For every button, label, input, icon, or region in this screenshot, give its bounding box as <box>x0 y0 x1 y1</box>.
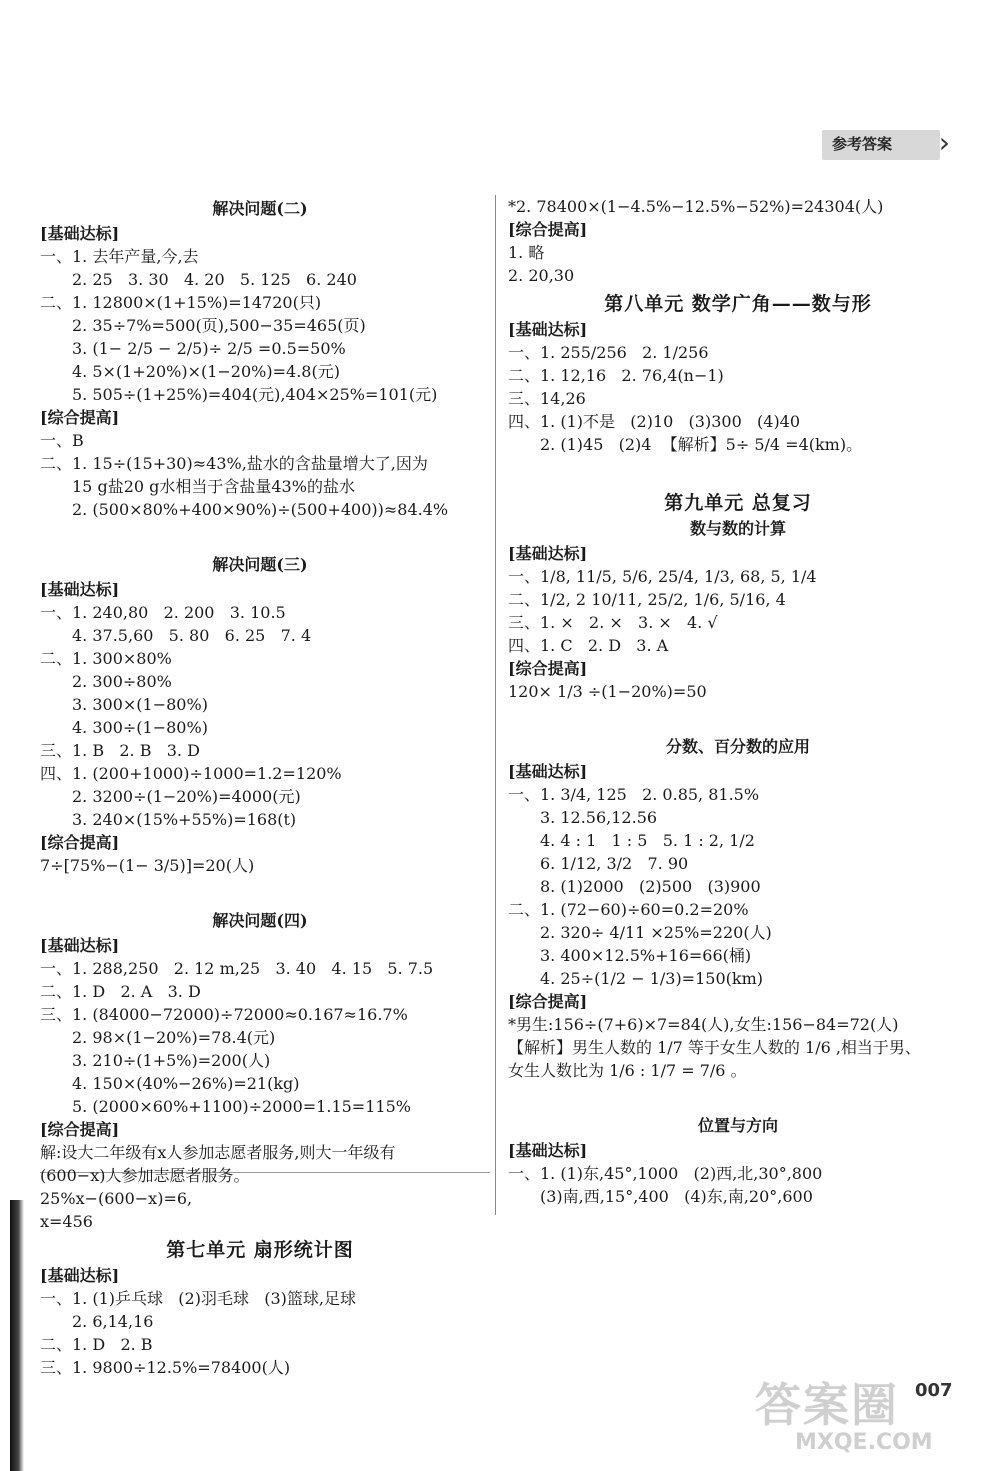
answer-line: 一、1. (1)乒乓球 (2)羽毛球 (3)篮球,足球 <box>40 1289 356 1308</box>
spacer <box>508 456 968 486</box>
answer-line: 4. 300÷(1−80%) <box>72 718 208 737</box>
answer-line: 3. 12.56,12.56 <box>540 808 658 827</box>
answer-line: 一、1. 240,80 2. 200 3. 10.5 <box>40 603 286 622</box>
answer-line: 8. (1)2000 (2)500 (3)900 <box>540 877 761 896</box>
answer-line: 3. 240×(15%+55%)=168(t) <box>72 810 297 829</box>
answer-line: *2. 78400×(1−4.5%−12.5%−52%)=24304(人) <box>508 197 884 216</box>
subsection-label: [综合提高] <box>40 1120 120 1139</box>
answer-line: 7÷[75%−(1− 3/5)]=20(人) <box>40 856 255 875</box>
subsection-label: [综合提高] <box>508 220 588 239</box>
unit-title: 第七单元 扇形统计图 <box>166 1239 354 1261</box>
subsection-label: [基础达标] <box>40 936 120 955</box>
subsection-label: [基础达标] <box>508 1141 588 1160</box>
answer-line: 一、1. 255/256 2. 1/256 <box>508 343 709 362</box>
answer-line: 2. 98×(1−20%)=78.4(元) <box>72 1028 276 1047</box>
section-title: 解决问题(二) <box>212 199 308 218</box>
column-divider <box>495 195 496 1215</box>
section-title: 数与数的计算 <box>689 519 786 538</box>
answer-line: 三、1. × 2. × 3. × 4. √ <box>508 613 718 632</box>
answer-line: 3. 210÷(1+5%)=200(人) <box>72 1051 271 1070</box>
answer-line: *男生:156÷(7+6)×7=84(人),女生:156−84=72(人) <box>508 1015 899 1034</box>
right-column <box>508 195 968 1208</box>
answer-line: 四、1. (200+1000)÷1000=1.2=120% <box>40 764 342 783</box>
page-edge-shadow <box>10 1200 24 1471</box>
answer-line: 2. 25 3. 30 4. 20 5. 125 6. 240 <box>72 270 357 289</box>
subsection-label: [综合提高] <box>508 992 588 1011</box>
spacer <box>508 703 968 733</box>
answer-line: 2. 20,30 <box>508 266 575 285</box>
chevron-right-icon: › <box>938 126 950 159</box>
section-tab-label: 参考答案 <box>832 135 893 153</box>
answer-line: 三、1. B 2. B 3. D <box>40 741 200 760</box>
spacer <box>40 877 480 907</box>
answer-line: 三、1. 9800÷12.5%=78400(人) <box>40 1358 291 1377</box>
answer-line: 1. 略 <box>508 243 545 262</box>
answer-line: 一、1. 288,250 2. 12 m,25 3. 40 4. 15 5. 7.5 <box>40 959 434 978</box>
answer-line: 5. 505÷(1+25%)=404(元),404×25%=101(元) <box>72 385 438 404</box>
answer-line: 2. 300÷80% <box>72 672 172 691</box>
page-number: 007 <box>915 1380 953 1401</box>
subsection-label: [综合提高] <box>508 659 588 678</box>
answer-line: 2. (1)45 (2)4 【解析】5÷ 5/4 =4(km)。 <box>540 435 863 454</box>
answer-line: 一、1. 去年产量,今,去 <box>40 247 199 266</box>
watermark-logo: 答案圈 <box>755 1378 899 1432</box>
answer-line: 一、1. 3/4, 125 2. 0.85, 81.5% <box>508 785 760 804</box>
answer-line: 4. 4 : 1 1 : 5 5. 1 : 2, 1/2 <box>540 831 755 850</box>
subsection-label: [基础达标] <box>508 762 588 781</box>
answer-line: 二、1. 12,16 2. 76,4(n−1) <box>508 366 724 385</box>
answer-line: 25%x−(600−x)=6, <box>40 1189 193 1208</box>
answer-line: 女生人数比为 1/6 : 1/7 = 7/6 。 <box>508 1061 747 1080</box>
spacer <box>40 521 480 551</box>
answer-line: 2. 6,14,16 <box>72 1312 154 1331</box>
answer-line: x=456 <box>40 1212 93 1231</box>
answer-line: 一、B <box>40 431 84 450</box>
answer-line: 一、1. (1)东,45°,1000 (2)西,北,30°,800 <box>508 1164 823 1183</box>
answer-line: (600−x)人参加志愿者服务。 <box>40 1166 250 1185</box>
answer-line: 4. 150×(40%−26%)=21(kg) <box>72 1074 300 1093</box>
section-title: 分数、百分数的应用 <box>665 737 810 756</box>
subsection-label: [基础达标] <box>40 580 120 599</box>
answer-line: 二、1. D 2. A 3. D <box>40 982 201 1001</box>
subsection-label: [基础达标] <box>508 320 588 339</box>
answer-line: 2. 35÷7%=500(页),500−35=465(页) <box>72 316 366 335</box>
unit-title: 第八单元 数学广角——数与形 <box>604 293 872 315</box>
answer-line: 二、1. 300×80% <box>40 649 172 668</box>
watermark-url: MXQE.COM <box>795 1430 933 1455</box>
answer-line: 2. 320÷ 4/11 ×25%=220(人) <box>540 923 772 942</box>
answer-line: 3. 400×12.5%+16=66(桶) <box>540 946 752 965</box>
subsection-label: [基础达标] <box>508 544 588 563</box>
answer-line: 15 g盐20 g水相当于含盐量43%的盐水 <box>72 477 355 496</box>
answer-line: 4. 5×(1+20%)×(1−20%)=4.8(元) <box>72 362 340 381</box>
answer-line: 三、1. (84000−72000)÷72000≈0.167≈16.7% <box>40 1005 408 1024</box>
answer-line: 四、1. (1)不是 (2)10 (3)300 (4)40 <box>508 412 801 431</box>
answer-line: 【解析】男生人数的 1/7 等于女生人数的 1/6 ,相当于男、 <box>508 1038 921 1057</box>
spacer <box>508 1082 968 1112</box>
answer-line: 三、14,26 <box>508 389 586 408</box>
answer-line: 6. 1/12, 3/2 7. 90 <box>540 854 689 873</box>
unit-title: 第九单元 总复习 <box>664 492 812 514</box>
answer-line: (3)南,西,15°,400 (4)东,南,20°,600 <box>540 1187 813 1206</box>
answer-line: 解:设大二年级有x人参加志愿者服务,则大一年级有 <box>40 1143 396 1162</box>
section-title: 解决问题(四) <box>212 911 308 930</box>
left-column <box>40 195 480 1379</box>
answer-line: 4. 25÷(1/2 − 1/3)=150(km) <box>540 969 763 988</box>
answer-line: 一、1/8, 11/5, 5/6, 25/4, 1/3, 68, 5, 1/4 <box>508 567 817 586</box>
answer-line: 2. 3200÷(1−20%)=4000(元) <box>72 787 301 806</box>
subsection-label: [基础达标] <box>40 224 120 243</box>
answer-line: 4. 37.5,60 5. 80 6. 25 7. 4 <box>72 626 312 645</box>
answer-line: 2. (500×80%+400×90%)÷(500+400))≈84.4% <box>72 500 449 519</box>
answer-line: 四、1. C 2. D 3. A <box>508 636 669 655</box>
section-title: 位置与方向 <box>697 1116 778 1135</box>
watermark <box>755 1380 985 1460</box>
answer-line: 二、1. (72−60)÷60=0.2=20% <box>508 900 749 919</box>
subsection-label: [综合提高] <box>40 408 120 427</box>
answer-line: 120× 1/3 ÷(1−20%)=50 <box>508 682 707 701</box>
subsection-label: [基础达标] <box>40 1266 120 1285</box>
section-tab <box>822 126 950 160</box>
answer-line: 5. (2000×60%+1100)÷2000=1.15=115% <box>72 1097 411 1116</box>
answer-line: 二、1. D 2. B <box>40 1335 153 1354</box>
answer-line: 二、1. 12800×(1+15%)=14720(只) <box>40 293 322 312</box>
section-title: 解决问题(三) <box>212 555 308 574</box>
answer-line: 二、1/2, 2 10/11, 25/2, 1/6, 5/16, 4 <box>508 590 786 609</box>
answer-line: 3. (1− 2/5 − 2/5)÷ 2/5 =0.5=50% <box>72 339 346 358</box>
answer-line: 3. 300×(1−80%) <box>72 695 208 714</box>
subsection-label: [综合提高] <box>40 833 120 852</box>
answer-line: 二、1. 15÷(15+30)≈43%,盐水的含盐量增大了,因为 <box>40 454 428 473</box>
